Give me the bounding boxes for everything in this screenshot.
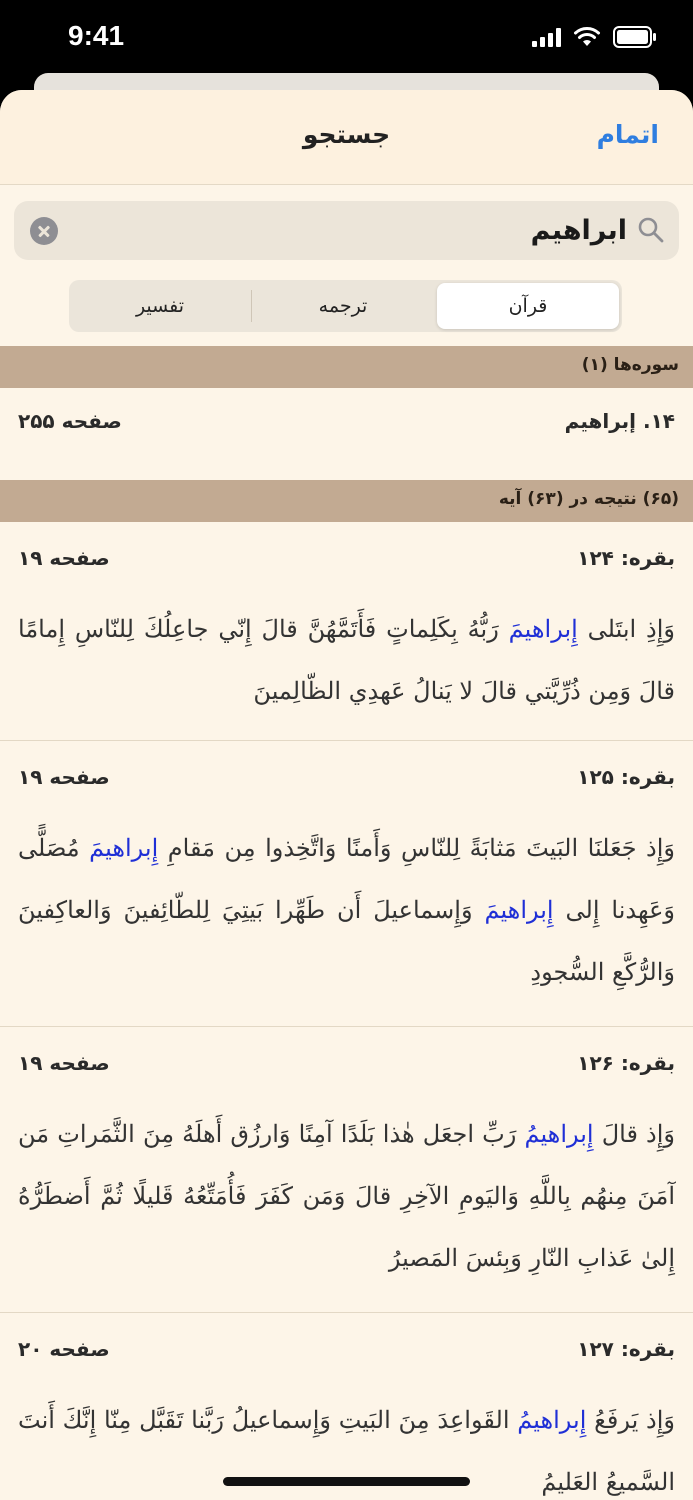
- ayah-result-row[interactable]: [0, 1027, 693, 1313]
- ayah-text-segment: وَإِذِ ابتَلى: [577, 615, 675, 643]
- search-icon: [637, 216, 665, 244]
- ayah-text-segment: وَإِذ يَرفَعُ: [586, 1406, 675, 1434]
- search-bar[interactable]: [14, 201, 679, 260]
- surah-page: صفحه ۲۵۵: [18, 409, 122, 433]
- ayah-result-row[interactable]: [0, 741, 693, 1027]
- ayah-text-segment: القَواعِدَ مِنَ البَيتِ وَإِسماعيلُ رَبَّنا تَقَبَّل مِنّا إِنَّكَ أَنتَ السَّميعُ العَليمُ: [18, 1406, 675, 1496]
- section-header-label: (۶۵) نتیجه در (۶۳) آیه: [498, 489, 679, 509]
- ayah-text-segment: وَإِذ جَعَلنَا البَيتَ مَثابَةً لِلنّاسِ وَأَمنًا وَاتَّخِذوا مِن مَقامِ: [158, 834, 675, 862]
- surah-name: ۱۴. إبراهيم: [564, 409, 675, 433]
- navigation-bar: [0, 90, 693, 185]
- search-match-highlight: إِبراهيمُ: [524, 1120, 594, 1148]
- ayah-page: صفحه ۱۹: [18, 765, 110, 789]
- search-input[interactable]: [87, 201, 627, 260]
- tab-translation[interactable]: ترجمه: [318, 295, 368, 317]
- ayah-result-row[interactable]: [0, 1313, 693, 1500]
- ayah-reference: بقره: ۱۲۴: [577, 546, 675, 570]
- home-indicator[interactable]: [223, 1477, 470, 1486]
- ayah-reference: بقره: ۱۲۶: [577, 1051, 675, 1075]
- search-sheet: [0, 90, 693, 1500]
- search-match-highlight: إِبراهيمَ: [508, 615, 578, 643]
- ayah-text-segment: وَإِذ قالَ: [593, 1120, 675, 1148]
- ayat-section-header: [0, 480, 693, 522]
- tab-quran[interactable]: قرآن: [437, 283, 619, 329]
- ayah-page: صفحه ۲۰: [18, 1337, 110, 1361]
- search-match-highlight: إِبراهيمَ: [89, 834, 159, 862]
- ayah-text-segment: رَبِّ اجعَل هٰذا بَلَدًا آمِنًا وَارزُق أَهلَهُ مِنَ الثَّمَراتِ مَن آمَنَ مِنهُم بِاللَّهِ وَاليَومِ الآخِرِ قالَ وَمَن كَفَرَ فَأُمَتِّعُهُ قَليلًا ثُمَّ أَضطَرُّهُ إِلىٰ عَذابِ النّارِ وَبِئسَ المَصيرُ: [18, 1120, 675, 1272]
- status-icons: [532, 26, 657, 48]
- ayah-text: [18, 598, 675, 722]
- ayah-text-segment: وَإِسماعيلَ أَن طَهِّرا بَيتِيَ لِلطّائِفينَ وَالعاكِفينَ وَالرُّكَّعِ السُّجودِ: [18, 896, 675, 986]
- ayah-reference: بقره: ۱۲۷: [577, 1337, 675, 1361]
- scope-segmented-control[interactable]: [69, 280, 622, 332]
- tab-tafsir[interactable]: تفسیر: [135, 295, 185, 317]
- surah-result-row[interactable]: [0, 389, 693, 479]
- ayah-text-segment: رَبُّهُ بِكَلِماتٍ فَأَتَمَّهُنَّ قالَ إِنّي جاعِلُكَ لِلنّاسِ إِمامًا قالَ وَمِن ذُرِّيَّتي قالَ لا يَنالُ عَهدِي الظّالِمينَ: [18, 615, 675, 705]
- ayah-reference: بقره: ۱۲۵: [577, 765, 675, 789]
- search-match-highlight: إِبراهيمُ: [517, 1406, 587, 1434]
- done-button[interactable]: اتمام: [596, 120, 659, 149]
- wifi-icon: [573, 26, 601, 48]
- cellular-signal-icon: [532, 27, 561, 47]
- ayah-text: [18, 1103, 675, 1289]
- page-title: جستجو: [302, 120, 391, 149]
- ayah-text-segment: مُصَلًّى وَعَهِدنا إِلى: [18, 834, 675, 924]
- section-header-label: سوره‌ها (۱): [581, 355, 679, 375]
- ayah-result-row[interactable]: [0, 522, 693, 741]
- ayah-page: صفحه ۱۹: [18, 1051, 110, 1075]
- clear-search-icon[interactable]: [30, 217, 58, 245]
- status-time: 9:41: [68, 20, 125, 51]
- ayah-page: صفحه ۱۹: [18, 546, 110, 570]
- status-bar: [0, 0, 693, 80]
- ayah-text: [18, 817, 675, 1003]
- surahs-section-header: [0, 346, 693, 388]
- search-match-highlight: إِبراهيمَ: [484, 896, 554, 924]
- battery-icon: [613, 26, 657, 48]
